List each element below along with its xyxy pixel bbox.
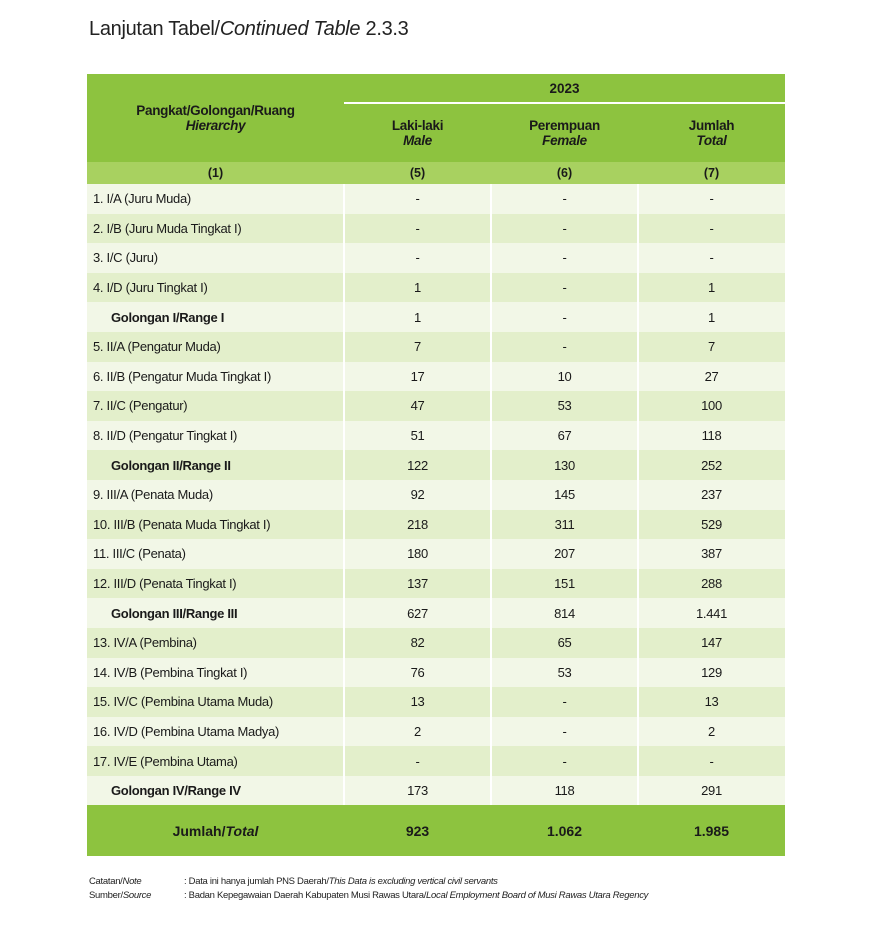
total-female: 1.062 bbox=[546, 822, 583, 839]
cell-male: 1 bbox=[414, 280, 421, 296]
cell-female: - bbox=[562, 250, 567, 266]
table-row bbox=[87, 687, 785, 717]
header-total-label: Jumlah bbox=[688, 118, 735, 133]
source-key-main: Sumber/ bbox=[89, 890, 123, 901]
cell-female: - bbox=[562, 723, 567, 739]
cell-total: 1 bbox=[708, 309, 715, 325]
header-total bbox=[638, 104, 785, 162]
header-hierarchy bbox=[87, 74, 344, 162]
cell-total: 27 bbox=[704, 368, 719, 384]
table-row bbox=[87, 510, 785, 540]
data-table bbox=[87, 74, 785, 856]
source-line bbox=[89, 890, 789, 904]
table-row bbox=[87, 628, 785, 658]
note-line bbox=[89, 876, 789, 890]
column-number-6: (6) bbox=[556, 166, 573, 180]
cell-male: 7 bbox=[414, 339, 421, 355]
table-row bbox=[87, 243, 785, 273]
row-label: 4. I/D (Juru Tingkat I) bbox=[93, 280, 208, 296]
source-text-italic: Local Employment Board of Musi Rawas Utara Regency bbox=[426, 890, 649, 901]
row-label: Golongan I/Range I bbox=[111, 309, 225, 325]
row-label: 7. II/C (Pengatur) bbox=[93, 398, 188, 414]
header-female-label: Perempuan bbox=[529, 118, 600, 133]
note-key bbox=[89, 876, 141, 887]
cell-female: 53 bbox=[557, 664, 572, 680]
header-hierarchy-sub: Hierarchy bbox=[185, 118, 246, 133]
column-number-7: (7) bbox=[703, 166, 720, 180]
cell-male: 2 bbox=[414, 723, 421, 739]
cell-female: 130 bbox=[554, 457, 575, 473]
cell-male: 1 bbox=[414, 309, 421, 325]
cell-total: 7 bbox=[708, 339, 715, 355]
row-label: 5. II/A (Pengatur Muda) bbox=[93, 339, 221, 355]
row-label: 3. I/C (Juru) bbox=[93, 250, 158, 266]
row-label: 13. IV/A (Pembina) bbox=[93, 635, 197, 651]
source-key-italic: Source bbox=[122, 890, 152, 901]
row-label: 15. IV/C (Pembina Utama Muda) bbox=[93, 694, 273, 710]
cell-female: - bbox=[562, 191, 567, 207]
source-text bbox=[184, 890, 648, 901]
note-key-italic: Note bbox=[122, 876, 142, 887]
header-male bbox=[344, 104, 491, 162]
cell-female: 53 bbox=[557, 398, 572, 414]
row-label: 12. III/D (Penata Tingkat I) bbox=[93, 576, 237, 592]
cell-total: - bbox=[709, 250, 714, 266]
cell-male: - bbox=[415, 220, 420, 236]
cell-male: 218 bbox=[407, 516, 428, 532]
cell-male: - bbox=[415, 250, 420, 266]
cell-female: - bbox=[562, 339, 567, 355]
row-label: 16. IV/D (Pembina Utama Madya) bbox=[93, 723, 280, 739]
cell-male: 137 bbox=[407, 576, 428, 592]
cell-female: 10 bbox=[557, 368, 572, 384]
note-text-main: : Data ini hanya jumlah PNS Daerah/ bbox=[184, 876, 329, 887]
cell-female: 145 bbox=[554, 487, 575, 503]
title-prefix: Lanjutan Tabel/ bbox=[89, 18, 220, 40]
cell-female: 311 bbox=[554, 516, 575, 532]
table-row bbox=[87, 184, 785, 214]
header-female bbox=[491, 104, 638, 162]
cell-male: 92 bbox=[410, 487, 425, 503]
header-male-sub: Male bbox=[403, 133, 432, 148]
cell-total: 237 bbox=[701, 487, 722, 503]
subtotal-row bbox=[87, 598, 785, 628]
row-label: 11. III/C (Penata) bbox=[93, 546, 186, 562]
table-row bbox=[87, 362, 785, 392]
cell-male: 47 bbox=[410, 398, 425, 414]
header-hierarchy-label: Pangkat/Golongan/Ruang bbox=[136, 103, 295, 118]
row-label: 2. I/B (Juru Muda Tingkat I) bbox=[93, 220, 242, 236]
row-label: 8. II/D (Pengatur Tingkat I) bbox=[93, 428, 238, 444]
row-label: 9. III/A (Penata Muda) bbox=[93, 487, 213, 503]
table-row bbox=[87, 332, 785, 362]
table-row bbox=[87, 658, 785, 688]
note-text-italic: This Data is excluding vertical civil servants bbox=[328, 876, 498, 887]
cell-total: 118 bbox=[701, 428, 722, 444]
title-number: 2.3.3 bbox=[365, 18, 409, 40]
footnotes bbox=[89, 876, 789, 904]
cell-total: 291 bbox=[701, 783, 722, 799]
row-label: Golongan III/Range III bbox=[111, 605, 238, 621]
cell-female: 814 bbox=[554, 605, 575, 621]
total-total: 1.985 bbox=[693, 822, 730, 839]
total-label bbox=[87, 805, 344, 856]
row-label: 6. II/B (Pengatur Muda Tingkat I) bbox=[93, 368, 271, 384]
row-label: 14. IV/B (Pembina Tingkat I) bbox=[93, 664, 248, 680]
cell-female: 118 bbox=[554, 783, 575, 799]
row-label: 10. III/B (Penata Muda Tingkat I) bbox=[93, 516, 271, 532]
cell-total: 1.441 bbox=[695, 605, 728, 621]
cell-total: - bbox=[709, 191, 714, 207]
total-label-main: Jumlah/ bbox=[172, 822, 226, 839]
cell-male: 76 bbox=[410, 664, 425, 680]
cell-total: - bbox=[709, 753, 714, 769]
cell-total: 529 bbox=[701, 516, 722, 532]
column-number-row bbox=[87, 162, 785, 184]
header-male-label: Laki-laki bbox=[391, 118, 444, 133]
cell-total: 147 bbox=[701, 635, 722, 651]
cell-male: 17 bbox=[410, 368, 425, 384]
cell-male: 180 bbox=[407, 546, 428, 562]
cell-female: 151 bbox=[554, 576, 575, 592]
cell-female: 207 bbox=[554, 546, 575, 562]
cell-male: 627 bbox=[407, 605, 428, 621]
cell-male: 13 bbox=[410, 694, 425, 710]
table-row bbox=[87, 569, 785, 599]
row-label: Golongan IV/Range IV bbox=[111, 783, 241, 799]
table-row bbox=[87, 214, 785, 244]
row-label: Golongan II/Range II bbox=[111, 457, 231, 473]
table-body bbox=[87, 184, 785, 805]
column-number-1: (1) bbox=[207, 166, 224, 180]
cell-female: 67 bbox=[557, 428, 572, 444]
header-female-sub: Female bbox=[542, 133, 587, 148]
cell-total: 288 bbox=[701, 576, 722, 592]
total-label-italic: Total bbox=[225, 822, 259, 839]
table-row bbox=[87, 273, 785, 303]
note-key-main: Catatan/ bbox=[89, 876, 123, 887]
table-header bbox=[87, 74, 785, 162]
title-italic: Continued Table bbox=[219, 18, 361, 40]
cell-male: - bbox=[415, 753, 420, 769]
row-label: 1. I/A (Juru Muda) bbox=[93, 191, 191, 207]
cell-male: 122 bbox=[407, 457, 428, 473]
subtotal-row bbox=[87, 450, 785, 480]
cell-female: - bbox=[562, 309, 567, 325]
cell-total: 100 bbox=[701, 398, 722, 414]
cell-female: - bbox=[562, 280, 567, 296]
cell-male: 51 bbox=[410, 428, 425, 444]
table-row bbox=[87, 717, 785, 747]
note-text bbox=[184, 876, 498, 887]
subtotal-row bbox=[87, 302, 785, 332]
total-row bbox=[87, 805, 785, 856]
source-text-main: : Badan Kepegawaian Daerah Kabupaten Musi Rawas Utara/ bbox=[184, 890, 427, 901]
table-row bbox=[87, 391, 785, 421]
cell-total: 129 bbox=[701, 664, 722, 680]
cell-male: 173 bbox=[407, 783, 428, 799]
table-row bbox=[87, 480, 785, 510]
cell-total: - bbox=[709, 220, 714, 236]
header-year: 2023 bbox=[549, 81, 580, 96]
table-row bbox=[87, 421, 785, 451]
table-row bbox=[87, 746, 785, 776]
cell-total: 13 bbox=[704, 694, 719, 710]
cell-male: 82 bbox=[410, 635, 425, 651]
column-number-5: (5) bbox=[409, 166, 426, 180]
cell-female: - bbox=[562, 220, 567, 236]
table-title bbox=[89, 18, 409, 41]
cell-total: 1 bbox=[708, 280, 715, 296]
cell-total: 2 bbox=[708, 723, 715, 739]
cell-total: 387 bbox=[701, 546, 722, 562]
source-key bbox=[89, 890, 151, 901]
cell-male: - bbox=[415, 191, 420, 207]
subtotal-row bbox=[87, 776, 785, 806]
total-male: 923 bbox=[405, 822, 430, 839]
cell-female: - bbox=[562, 694, 567, 710]
cell-female: 65 bbox=[557, 635, 572, 651]
table-row bbox=[87, 539, 785, 569]
row-label: 17. IV/E (Pembina Utama) bbox=[93, 753, 238, 769]
cell-female: - bbox=[562, 753, 567, 769]
cell-total: 252 bbox=[701, 457, 722, 473]
header-total-sub: Total bbox=[696, 133, 727, 148]
